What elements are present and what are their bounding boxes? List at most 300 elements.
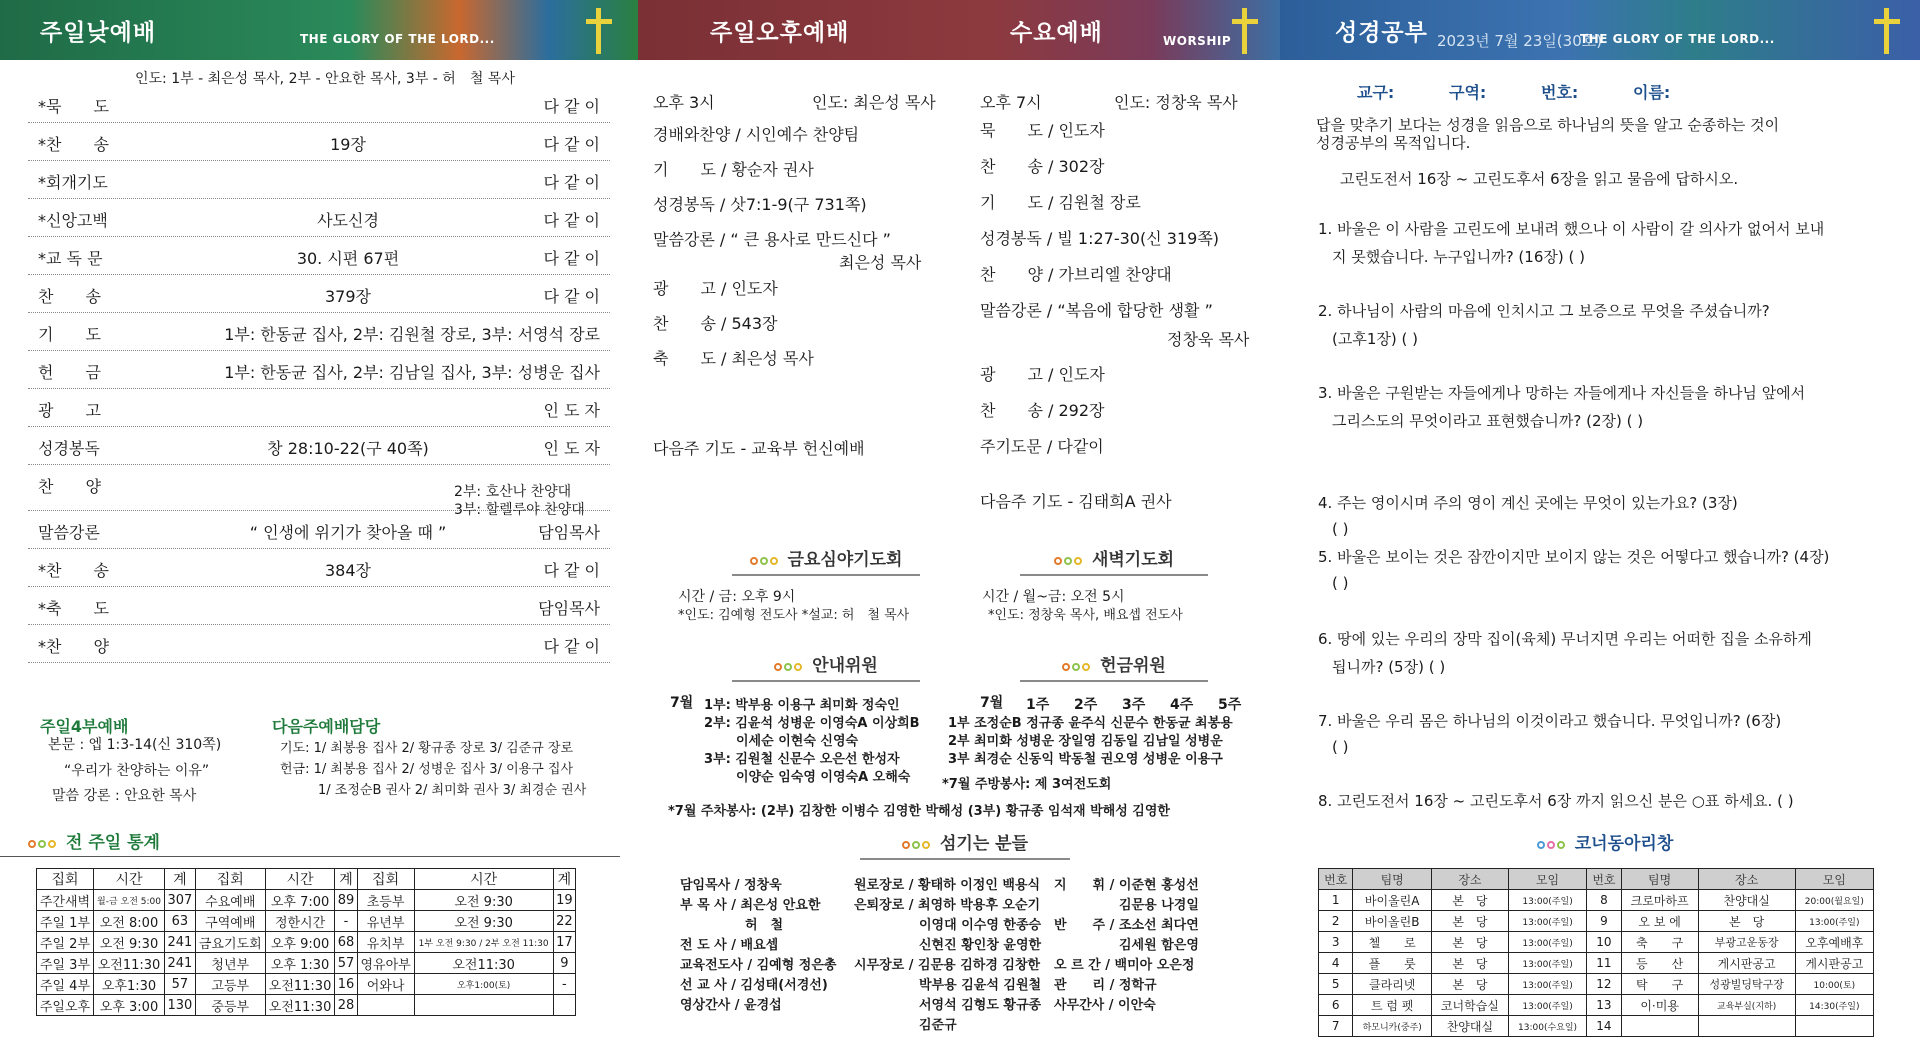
corner-cell: 본 당 [1431, 953, 1508, 974]
stats-cell: 307 [165, 890, 196, 911]
cross-icon [1870, 8, 1904, 54]
service-row [28, 238, 610, 275]
offering-week: 1주 [1026, 697, 1050, 713]
service-item-leader: 다 같 이 [543, 211, 600, 230]
service-item-leader: 다 같 이 [543, 287, 600, 306]
stats-cell [414, 995, 553, 1016]
corner-cell: 코너학습실 [1431, 995, 1508, 1016]
stats-cell: 청년부 [195, 953, 265, 974]
student-field: 이름: [1633, 83, 1671, 102]
servant-line: 반 주 / 조소선 최다연 [1054, 918, 1199, 933]
service-item-detail: 384장 [325, 561, 371, 580]
service-item-leader: 다 같 이 [543, 249, 600, 268]
bible-study-intro: 답을 맞추기 보다는 성경을 읽음으로 하나님의 뜻을 알고 순종하는 것이 [1316, 116, 1780, 134]
wednesday-time: 오후 7시 [980, 93, 1042, 112]
corner-row [1319, 932, 1874, 953]
servant-line: 담임목사 / 정창욱 [680, 878, 782, 893]
question-answer-line: (고후1장) ( ) [1332, 330, 1418, 348]
cross-icon [582, 8, 616, 54]
corner-cell: 11 [1587, 953, 1621, 974]
service-row [28, 550, 610, 587]
corner-header-cell: 번호 [1319, 869, 1353, 890]
stats-cell: 초등부 [357, 890, 414, 911]
stats-cell: 오전11:30 [265, 974, 335, 995]
service-item-leader: 다 같 이 [543, 173, 600, 192]
service-row [28, 124, 610, 161]
cross-icon [1228, 8, 1262, 54]
stats-cell: 금요기도회 [195, 932, 265, 953]
fourth-service-title: 주일4부예배 [40, 717, 129, 736]
service-item-label: *신앙고백 [38, 211, 108, 230]
corner-cell: 13:00(주일) [1508, 995, 1586, 1016]
stats-cell: 오후 1:30 [265, 953, 335, 974]
corner-cell: 클라리넷 [1353, 974, 1431, 995]
corner-row [1319, 890, 1874, 911]
stats-cell: 영유아부 [357, 953, 414, 974]
servant-line: 관 리 / 정학규 [1054, 978, 1157, 993]
stats-cell: 16 [335, 974, 357, 995]
wednesday-item: 찬 송 / 302장 [980, 157, 1105, 176]
corner-row [1319, 974, 1874, 995]
corner-cell: 바이올린A [1353, 890, 1431, 911]
servant-line: 지 휘 / 이준현 홍성선 [1054, 878, 1199, 893]
stats-cell: 수요예배 [195, 890, 265, 911]
corner-cell [1698, 1016, 1795, 1037]
afternoon-item: 광 고 / 인도자 [653, 279, 778, 298]
next-week-offering: 헌금: 1/ 최봉용 집사 2/ 성병운 집사 3/ 이용구 집사 [280, 762, 574, 777]
corner-cell: 교육부실(지하) [1698, 995, 1795, 1016]
stats-cell: 17 [553, 932, 575, 953]
friday-leaders: *인도: 김예형 전도사 *설교: 허 철 목사 [678, 608, 910, 623]
stats-header-cell: 계 [553, 869, 575, 890]
stats-header-cell: 집회 [195, 869, 265, 890]
divider [0, 856, 620, 857]
service-item-label: 헌 금 [38, 363, 101, 382]
stats-cell: 주일 4부 [37, 974, 94, 995]
corner-cell: 13:00(주일) [1508, 890, 1586, 911]
corner-header-cell: 팀명 [1621, 869, 1698, 890]
stats-cell [553, 995, 575, 1016]
offering-week: 2주 [1074, 697, 1098, 713]
dots-icon [1054, 550, 1084, 570]
bible-study-instruction: 고린도전서 16장 ~ 고린도후서 6장을 읽고 물음에 답하시오. [1340, 170, 1739, 188]
stats-cell: 어와나 [357, 974, 414, 995]
servant-line: 원로장로 / 황태하 이정인 백용식 [854, 878, 1041, 893]
dots-icon [1062, 656, 1092, 676]
offering-month: 7월 [980, 695, 1004, 711]
servant-line: 부 목 사 / 최은성 안요한 [680, 898, 821, 913]
corner-row [1319, 1016, 1874, 1037]
servants-title [860, 829, 1070, 860]
stats-row [37, 953, 576, 974]
corner-club-title [1510, 829, 1700, 858]
corner-header-cell: 장소 [1698, 869, 1795, 890]
service-item-label: 광 고 [38, 401, 101, 420]
afternoon-item: 찬 송 / 543장 [653, 314, 778, 333]
afternoon-item: 경배와찬양 / 시인예수 찬양팀 [653, 125, 860, 144]
kitchen-note: *7월 주방봉사: 제 3여전도회 [942, 777, 1112, 792]
stats-header-cell: 계 [165, 869, 196, 890]
praise-choir-2: 2부: 호산나 찬양대 [454, 484, 572, 500]
stats-cell: - [335, 911, 357, 932]
corner-cell: 본 당 [1698, 911, 1795, 932]
afternoon-item: 축 도 / 최은성 목사 [653, 349, 814, 368]
stats-cell [357, 995, 414, 1016]
bible-study-date: 2023년 7월 23일(30호) [1437, 32, 1603, 50]
stats-cell: 22 [553, 911, 575, 932]
stats-header-cell: 집회 [37, 869, 94, 890]
sunday-subtitle: THE GLORY OF THE LORD... [300, 32, 495, 46]
service-item-detail: 30. 시편 67편 [296, 249, 400, 268]
servant-line: 김준규 [854, 1018, 957, 1033]
wednesday-item: 광 고 / 인도자 [980, 365, 1105, 384]
stats-cell: 오전 9:30 [414, 890, 553, 911]
corner-cell: 이·미용 [1621, 995, 1698, 1016]
stats-cell: 오전11:30 [93, 953, 164, 974]
stats-cell: 오후1:00(토) [414, 974, 553, 995]
servant-line: 이영대 이수영 한종승 [854, 918, 1042, 933]
afternoon-leader: 인도: 최은성 목사 [812, 93, 936, 112]
corner-cell: 2 [1319, 911, 1353, 932]
corner-cell: 플 룻 [1353, 953, 1431, 974]
servant-line: 시무장로 / 김문용 김하경 김창한 [854, 958, 1041, 973]
servant-line: 은퇴장로 / 최영하 박용후 오순기 [854, 898, 1041, 913]
corner-cell: 8 [1587, 890, 1621, 911]
banner-bible-study [1280, 0, 1920, 60]
service-item-leader: 다 같 이 [543, 97, 600, 116]
corner-cell: 7 [1319, 1016, 1353, 1037]
stats-row [37, 911, 576, 932]
afternoon-item: 말씀강론 / “ 큰 용사로 만드신다 ” [653, 230, 891, 249]
corner-cell: 10 [1587, 932, 1621, 953]
offering-week: 5주 [1218, 697, 1242, 713]
question-text: 1. 바울은 이 사람을 고린도에 보내려 했으나 이 사람이 갈 의사가 없어서 보내 [1318, 220, 1825, 238]
banner-sunday-worship [0, 0, 638, 60]
service-item-detail: 사도신경 [317, 211, 379, 230]
worship-leaders: 인도: 1부 - 최은성 목사, 2부 - 안요한 목사, 3부 - 허 철 목사 [135, 71, 515, 87]
student-field: 교구: [1357, 83, 1395, 102]
servant-line: 서영석 김형도 황규종 [854, 998, 1042, 1013]
corner-cell: 3 [1319, 932, 1353, 953]
guide-line: 1부: 박부용 이용구 최미화 정숙인 [704, 698, 900, 713]
wednesday-worship-title: 수요예배 [1010, 20, 1103, 46]
dawn-prayer-title [1020, 545, 1208, 576]
stats-cell: 오전 9:30 [414, 911, 553, 932]
guide-line: 이세순 이현숙 신영숙 [736, 734, 859, 749]
service-item-label: *찬 송 [38, 135, 109, 154]
corner-cell [1795, 1016, 1873, 1037]
service-item-leader: 1부: 한동균 집사, 2부: 김원철 장로, 3부: 서영석 장로 [224, 325, 600, 344]
stats-row [37, 932, 576, 953]
fourth-service-text: 본문 : 엡 1:3-14(신 310쪽) [48, 737, 222, 753]
corner-cell: 13 [1587, 995, 1621, 1016]
stats-cell: 241 [165, 932, 196, 953]
friday-time: 시간 / 금: 오후 9시 [678, 589, 796, 605]
stats-cell: - [553, 974, 575, 995]
corner-cell: 본 당 [1431, 890, 1508, 911]
dawn-title-text: 새벽기도회 [1091, 550, 1175, 570]
service-item-detail: 창 28:10-22(구 40쪽) [267, 439, 429, 458]
question-answer-line: 됩니까? (5장) ( ) [1332, 658, 1446, 676]
stats-cell: 오전 8:00 [93, 911, 164, 932]
corner-header-cell: 장소 [1431, 869, 1508, 890]
question-answer-line: ( ) [1332, 520, 1349, 538]
wednesday-next-prayer: 다음주 기도 - 김태희A 권사 [980, 492, 1172, 511]
next-week-prayer: 기도: 1/ 최봉용 집사 2/ 황규종 장로 3/ 김준규 장로 [280, 741, 574, 756]
corner-cell: 14 [1587, 1016, 1621, 1037]
corner-club-table [1318, 868, 1874, 1037]
stats-cell: 19 [553, 890, 575, 911]
question-answer-line: ( ) [1332, 738, 1349, 756]
stats-cell: 오후 9:00 [265, 932, 335, 953]
stats-header-cell: 시간 [265, 869, 335, 890]
corner-cell: 10:00(토) [1795, 974, 1873, 995]
corner-cell: 부광고운동장 [1698, 932, 1795, 953]
corner-cell: 등 산 [1621, 953, 1698, 974]
service-row [28, 276, 610, 313]
corner-cell: 14:30(주일) [1795, 995, 1873, 1016]
stats-cell: 68 [335, 932, 357, 953]
corner-cell: 성광빌딩탁구장 [1698, 974, 1795, 995]
corner-cell: 5 [1319, 974, 1353, 995]
stats-row [37, 890, 576, 911]
friday-prayer-title [732, 545, 920, 576]
stats-cell: 유년부 [357, 911, 414, 932]
service-row [28, 352, 610, 389]
stats-cell: 오전 9:30 [93, 932, 164, 953]
offering-week: 3주 [1122, 697, 1146, 713]
dots-icon [750, 550, 780, 570]
wednesday-item: 찬 송 / 292장 [980, 401, 1105, 420]
fourth-service-sermon-title: “우리가 찬양하는 이유” [64, 763, 210, 779]
corner-cell: 13:00(주일) [1508, 932, 1586, 953]
afternoon-next-prayer: 다음주 기도 - 교육부 헌신예배 [653, 439, 865, 458]
question-answer-line: 그리스도의 무엇이라고 표현했습니까? (2장) ( ) [1332, 412, 1644, 430]
corner-row [1319, 911, 1874, 932]
corner-cell: 본 당 [1431, 932, 1508, 953]
stats-row [37, 974, 576, 995]
afternoon-worship-title: 주일오후예배 [710, 20, 850, 46]
servant-line: 박부용 김윤석 김원철 [854, 978, 1042, 993]
stats-section-title [28, 828, 258, 857]
servant-line: 전 도 사 / 배요셉 [680, 938, 779, 953]
student-field: 번호: [1541, 83, 1579, 102]
offering-title-text: 헌금위원 [1100, 656, 1166, 676]
stats-title-text: 전 주일 통계 [66, 833, 160, 853]
service-item-label: 기 도 [38, 325, 101, 344]
question-text: 5. 바울은 보이는 것은 잠깐이지만 보이지 않는 것은 어떻다고 했습니까? (4장) [1318, 548, 1830, 566]
servant-line: 신현진 황인창 윤영한 [854, 938, 1042, 953]
corner-cell: 게시판공고 [1698, 953, 1795, 974]
afternoon-item: 성경봉독 / 삿7:1-9(구 731쪽) [653, 195, 867, 214]
service-item-detail: 19장 [330, 135, 366, 154]
student-field: 구역: [1449, 83, 1487, 102]
guide-line: 2부: 김윤석 성병운 이영숙A 이상희B [704, 716, 920, 731]
servants-title-text: 섬기는 분들 [939, 834, 1029, 854]
corner-header-cell: 번호 [1587, 869, 1621, 890]
service-item-label: *교 독 문 [38, 249, 103, 268]
stats-cell: 오후1:30 [93, 974, 164, 995]
servant-line: 허 철 [680, 918, 784, 933]
stats-cell: 241 [165, 953, 196, 974]
offering-committee-title [1020, 651, 1208, 682]
corner-cell: 9 [1587, 911, 1621, 932]
service-item-label: *회개기도 [38, 173, 108, 192]
stats-cell: 오후 7:00 [265, 890, 335, 911]
guide-line: 3부: 김원철 신문수 오은선 한성자 [704, 752, 900, 767]
wednesday-item: 기 도 / 김원철 장로 [980, 193, 1141, 212]
stats-cell: 오후 3:00 [93, 995, 164, 1016]
servant-line: 사무간사 / 이안숙 [1054, 998, 1156, 1013]
stats-cell: 고등부 [195, 974, 265, 995]
corner-cell: 축 구 [1621, 932, 1698, 953]
wednesday-preacher: 정창욱 목사 [1167, 330, 1250, 349]
wednesday-item: 찬 양 / 가브리엘 찬양대 [980, 265, 1172, 284]
friday-title-text: 금요심야기도회 [787, 550, 903, 570]
corner-header-cell: 모임 [1795, 869, 1873, 890]
service-item-label: *축 도 [38, 599, 109, 618]
next-week-offering-2: 1/ 조정순B 권사 2/ 최미화 권사 3/ 최경순 권사 [318, 783, 587, 798]
stats-cell: 63 [165, 911, 196, 932]
corner-cell: 13:00(수요일) [1508, 1016, 1586, 1037]
stats-header-cell: 계 [335, 869, 357, 890]
service-item-label: *찬 송 [38, 561, 109, 580]
stats-cell: 1부 오전 9:30 / 2부 오전 11:30 [414, 932, 553, 953]
corner-cell [1621, 1016, 1698, 1037]
service-item-leader: 다 같 이 [543, 561, 600, 580]
stats-cell: 정한시간 [265, 911, 335, 932]
question-text: 4. 주는 영이시며 주의 영이 계신 곳에는 무엇이 있는가요? (3장) [1318, 494, 1738, 512]
stats-header-cell: 시간 [93, 869, 164, 890]
corner-cell: 13:00(주일) [1795, 911, 1873, 932]
stats-header-cell: 시간 [414, 869, 553, 890]
wednesday-item: 성경봉독 / 빌 1:27-30(신 319쪽) [980, 229, 1220, 248]
corner-cell: 4 [1319, 953, 1353, 974]
stats-cell: 주일오후 [37, 995, 94, 1016]
guide-committee-title [732, 651, 920, 682]
service-item-detail: 379장 [325, 287, 371, 306]
corner-cell: 크로마하프 [1621, 890, 1698, 911]
corner-title-text: 코너동아리창 [1574, 834, 1674, 854]
service-row [28, 200, 610, 237]
corner-header-cell: 팀명 [1353, 869, 1431, 890]
stats-cell: 28 [335, 995, 357, 1016]
service-item-leader: 다 같 이 [543, 637, 600, 656]
corner-cell: 6 [1319, 995, 1353, 1016]
corner-cell: 12 [1587, 974, 1621, 995]
offering-line: 2부 최미화 성병운 장일영 김동일 김남일 성병운 [948, 734, 1223, 749]
corner-cell: 트 럼 펫 [1353, 995, 1431, 1016]
service-item-leader: 담임목사 [538, 599, 600, 618]
guide-line: 이양순 임숙영 이영숙A 오해숙 [736, 770, 911, 785]
stats-cell: 주일 1부 [37, 911, 94, 932]
stats-cell: 주일 2부 [37, 932, 94, 953]
dawn-leaders: *인도: 정창욱 목사, 배요셉 전도사 [988, 608, 1183, 623]
corner-cell: 첼 로 [1353, 932, 1431, 953]
dots-icon [1537, 834, 1567, 854]
service-item-detail: “ 인생에 위기가 찾아올 때 ” [249, 523, 447, 542]
corner-cell: 13:00(주일) [1508, 911, 1586, 932]
bible-study-intro-2: 성경공부의 목적입니다. [1316, 134, 1471, 152]
dots-icon [28, 833, 58, 853]
stats-row [37, 995, 576, 1016]
question-text: 2. 하나님이 사람의 마음에 인치시고 그 보증으로 무엇을 주셨습니까? [1318, 302, 1770, 320]
stats-cell: 중등부 [195, 995, 265, 1016]
next-week-duty-title: 다음주예배담당 [272, 717, 381, 736]
corner-row [1319, 953, 1874, 974]
fourth-service-sermon: 말씀 강론 : 안요한 목사 [52, 788, 197, 804]
question-answer-line: 지 못했습니다. 누구입니까? (16장) ( ) [1332, 248, 1585, 266]
service-item-label: *찬 양 [38, 637, 109, 656]
wednesday-leader: 인도: 정창욱 목사 [1114, 93, 1238, 112]
service-item-label: 찬 양 [38, 477, 101, 496]
stats-cell: 9 [553, 953, 575, 974]
corner-row [1319, 995, 1874, 1016]
servant-line: 김문용 나경일 [1054, 898, 1199, 913]
service-item-leader: 1부: 한동균 집사, 2부: 김남일 집사, 3부: 성병운 집사 [224, 363, 600, 382]
corner-cell: 본 당 [1431, 911, 1508, 932]
corner-cell: 본 당 [1431, 974, 1508, 995]
afternoon-item: 기 도 / 황순자 권사 [653, 160, 814, 179]
service-item-leader: 담임목사 [538, 523, 600, 542]
service-item-leader: 인 도 자 [543, 401, 600, 420]
corner-cell: 13:00(주일) [1508, 953, 1586, 974]
offering-line: 1부 조정순B 정규종 윤주식 신문수 한동균 최봉용 [948, 716, 1233, 731]
bible-study-subtitle: THE GLORY OF THE LORD... [1580, 32, 1775, 46]
stats-header-row [37, 869, 576, 890]
stats-cell: 주간새벽 [37, 890, 94, 911]
corner-cell: 찬양대실 [1698, 890, 1795, 911]
afternoon-time: 오후 3시 [653, 93, 715, 112]
service-row [28, 390, 610, 427]
service-row [28, 428, 610, 465]
stats-cell: 57 [165, 974, 196, 995]
corner-header-cell: 모임 [1508, 869, 1586, 890]
question-text: 6. 땅에 있는 우리의 장막 집이(육체) 무너지면 우리는 어떠한 집을 소유하게 [1318, 630, 1812, 648]
corner-cell: 1 [1319, 890, 1353, 911]
corner-cell: 20:00(월요일) [1795, 890, 1873, 911]
dawn-time: 시간 / 월~금: 오전 5시 [982, 589, 1125, 605]
stats-cell: 오전11:30 [414, 953, 553, 974]
stats-cell: 89 [335, 890, 357, 911]
servant-line: 김세원 함은영 [1054, 938, 1199, 953]
question-text: 7. 바울은 우리 몸은 하나님의 이것이라고 했습니다. 무엇입니까? (6장) [1318, 712, 1782, 730]
wednesday-item: 말씀강론 / “복음에 합당한 생활 ” [980, 301, 1213, 320]
bible-study-title: 성경공부 [1335, 20, 1428, 46]
parking-service: *7월 주차봉사: (2부) 김창한 이병수 김영한 박해성 (3부) 황규종 임석재 박해성 김영한 [668, 804, 1170, 819]
wednesday-item: 묵 도 / 인도자 [980, 121, 1105, 140]
afternoon-preacher: 최은성 목사 [839, 253, 922, 272]
dots-icon [774, 656, 804, 676]
service-row [28, 314, 610, 351]
stats-cell: 구역예배 [195, 911, 265, 932]
praise-choir-3: 3부: 할렐루야 찬양대 [454, 502, 585, 518]
stats-cell: 57 [335, 953, 357, 974]
banner-afternoon-wednesday [638, 0, 1280, 60]
stats-header-cell: 집회 [357, 869, 414, 890]
guide-title-text: 안내위원 [812, 656, 878, 676]
service-row [28, 626, 610, 663]
servant-line: 선 교 사 / 김성태(서경선) [680, 978, 828, 993]
corner-cell: 오 보 에 [1621, 911, 1698, 932]
corner-header-row [1319, 869, 1874, 890]
stats-cell: 130 [165, 995, 196, 1016]
servant-line: 오 르 간 / 백미아 오은정 [1054, 958, 1195, 973]
sunday-worship-title: 주일낮예배 [40, 20, 157, 46]
dots-icon [902, 834, 932, 854]
stats-cell: 오전11:30 [265, 995, 335, 1016]
offering-week: 4주 [1170, 697, 1194, 713]
